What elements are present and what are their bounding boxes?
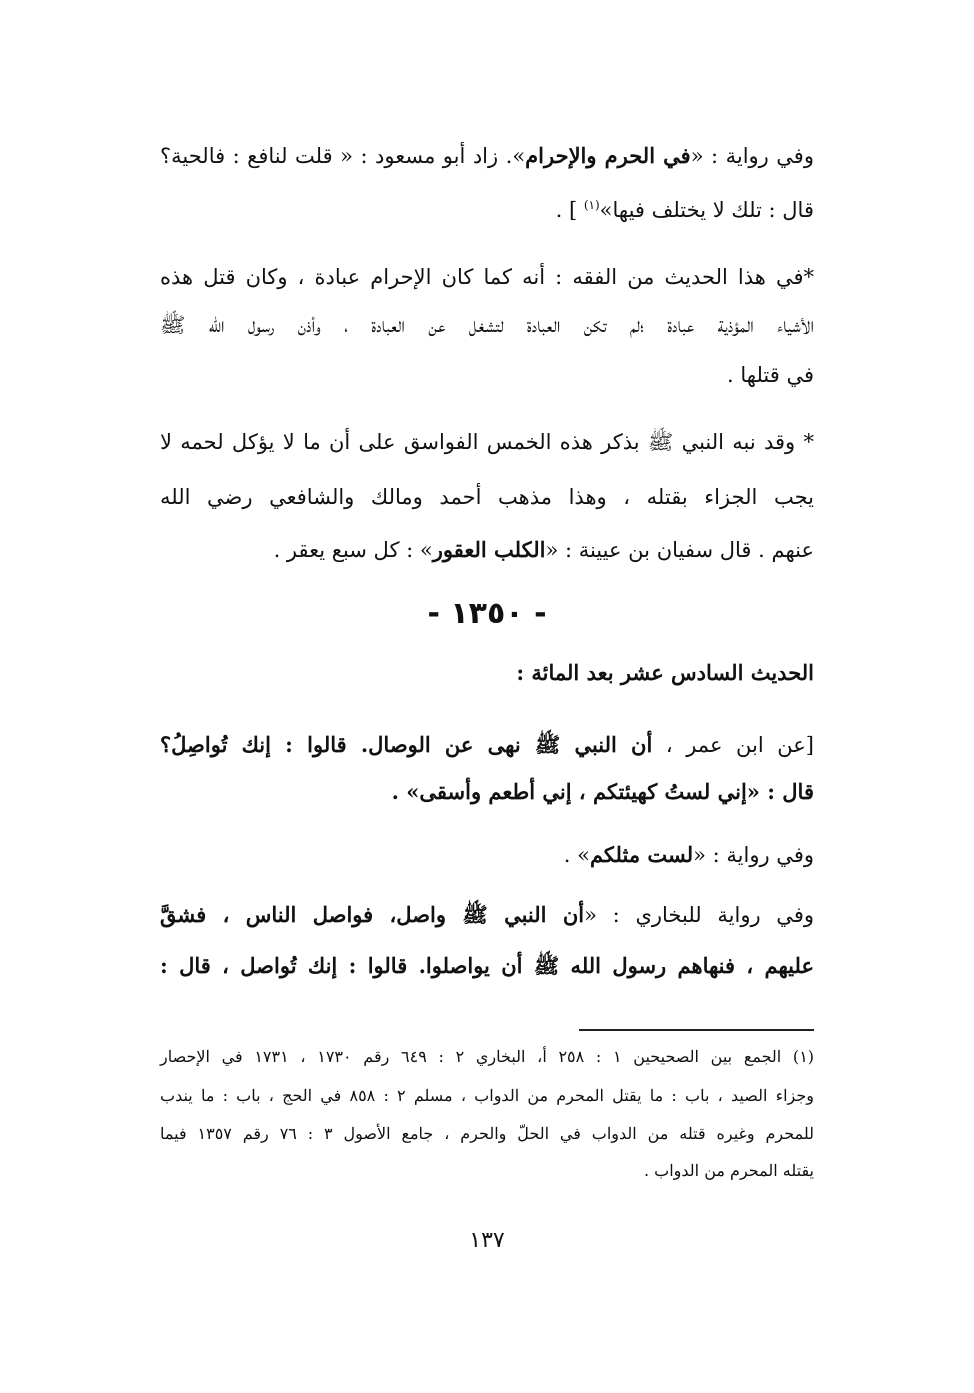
- bold-span: الكلب العقور: [432, 537, 546, 562]
- text-span: قال : تلك لا يختلف فيها»: [599, 198, 814, 222]
- text-span: [عن ابن عمر ،: [652, 733, 814, 757]
- text-line: [160, 141, 814, 171]
- page-number: ١٣٧: [469, 1228, 505, 1253]
- text-span: » : كل سبع يعقر .: [273, 538, 433, 562]
- footnote-separator: [579, 1029, 814, 1031]
- text-span: وفي رواية : «: [693, 843, 814, 867]
- text-line: يجب الجزاء بقتله ، وهذا مذهب أحمد ومالك والشافعي رضي الله: [160, 485, 814, 509]
- text-span: » .: [563, 843, 590, 867]
- bold-span: لست مثلكم: [589, 842, 694, 867]
- text-line: * وقد نبه النبي ﷺ بذكر هذه الخمس الفواسق على أن ما لا يؤكل لحمه لا: [160, 430, 814, 454]
- text-line: [160, 777, 814, 807]
- footnote-line: للمحرم وغيره قتله من الدواب في الحلّ والحرم ، جامع الأصول ٣ : ٧٦ رقم ١٣٥٧ فيما: [160, 1124, 815, 1143]
- text-line: [160, 900, 814, 930]
- bold-span: عليهم ، فنهاهم رسول الله ﷺ أن يواصلوا. قالوا : إنك تُواصل ، قال :: [160, 953, 814, 978]
- text-span: وفي رواية للبخاري : «: [584, 903, 814, 927]
- text-line: الأشياء المؤذية عبادة ؛لم تكن العبادة لتشغل عن العبادة ، وأذن رسول الله ﷺ: [160, 313, 814, 337]
- text-line: *في هذا الحديث من الفقه : أنه كما كان الإحرام عبادة ، وكان قتل هذه: [160, 265, 814, 289]
- text-line: [160, 535, 814, 565]
- text-span: ] .: [555, 198, 584, 222]
- bold-span: » .: [391, 779, 420, 804]
- section-number: - ١٣٥٠ -: [427, 596, 547, 631]
- footnote-line: يقتله المحرم من الدواب .: [643, 1161, 814, 1180]
- text-line: [160, 951, 814, 981]
- bold-span: إني لستُ كهيئتكم ، إني أطعم وأسقى: [419, 779, 747, 804]
- bold-span: أن النبي ﷺ نهى عن الوصال. قالوا : إنك تُواصِلُ؟: [160, 732, 653, 757]
- text-line: في قتلها .: [727, 363, 814, 387]
- text-span: عنهم . قال سفيان بن عيينة : «: [545, 538, 814, 562]
- footnote-line: وجزاء الصيد ، باب : ما يقتل المحرم من الدواب ، مسلم ٢ : ٨٥٨ في الحج ، باب : ما يندب: [160, 1086, 815, 1105]
- footnote-marker: (١): [583, 198, 600, 212]
- bold-span: أن النبي ﷺ واصل، فواصل الناس ، فشقَّ: [160, 902, 585, 927]
- text-span: ». زاد أبو مسعود : « قلت لنافع : فالحية؟: [160, 144, 526, 168]
- bold-span: في الحرم والإحرام: [525, 143, 691, 168]
- text-line: [160, 195, 814, 225]
- bold-span: قال : «: [746, 779, 814, 804]
- text-span: وفي رواية : «: [690, 144, 814, 168]
- text-line: [160, 730, 814, 760]
- section-heading: الحديث السادس عشر بعد المائة :: [516, 660, 814, 685]
- footnote-line: (١) الجمع بين الصحيحين ١ : ٢٥٨ أ، البخاري ٢ : ٦٤٩ رقم ١٧٣٠ ، ١٧٣١ في الإحصار: [160, 1047, 815, 1066]
- text-line: [160, 840, 814, 870]
